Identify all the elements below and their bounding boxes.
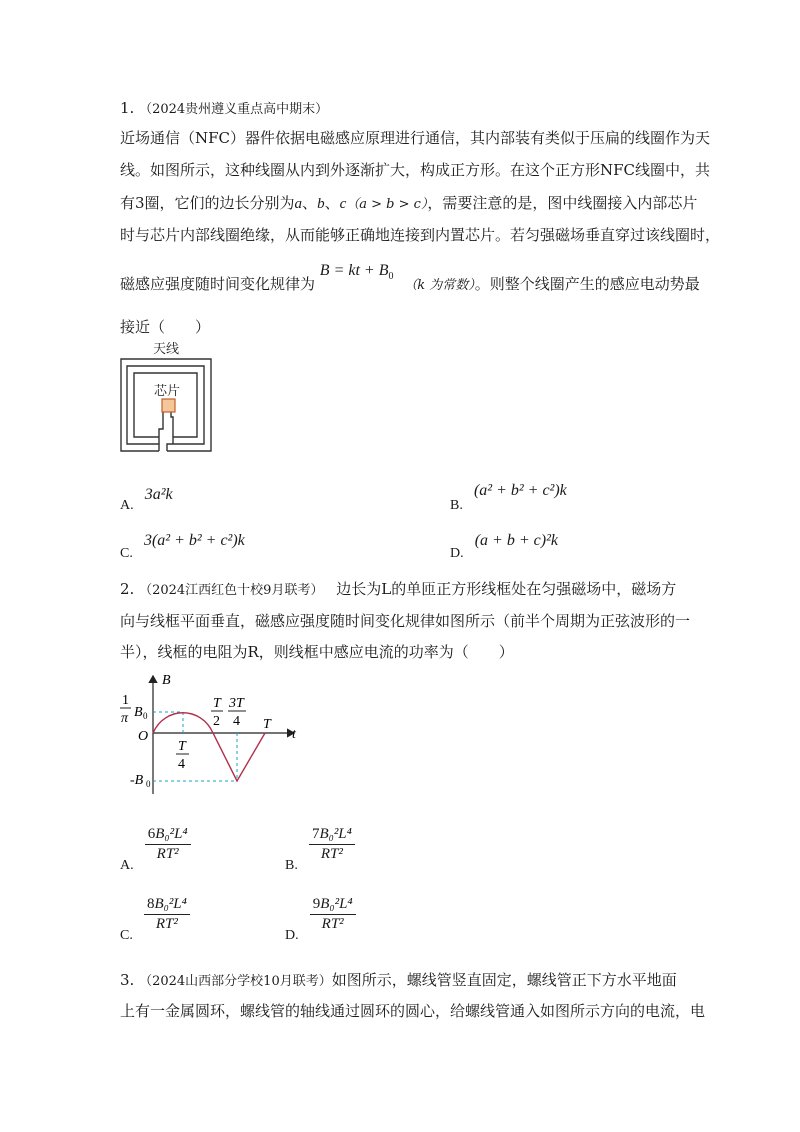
q2-option-b-letter: B.: [285, 858, 298, 873]
q1-formula: B = kt + $B_0$: [319, 262, 394, 283]
q2-option-d-letter: D.: [285, 928, 299, 943]
q1-header: [120, 98, 328, 120]
frac-one: 1: [122, 693, 129, 708]
t-half-den: 2: [213, 714, 220, 729]
t-34-num: 3T: [229, 696, 244, 711]
q2-number: 2.: [120, 580, 135, 598]
neg-b0-sub: 0: [146, 779, 151, 789]
q1-source: （2024贵州遵义重点高中期末）: [139, 102, 329, 117]
q2-option-a[interactable]: [120, 826, 191, 873]
q1-option-c-letter: C.: [120, 546, 133, 561]
coil-lead-2: [171, 411, 173, 437]
nfc-coil-figure: [119, 341, 215, 453]
q1-option-b-text: (a² + b² + c²)k: [473, 482, 567, 499]
q1-condition: （a > b > c）: [346, 197, 428, 212]
q1-var-b: b: [317, 196, 325, 212]
q2-option-c-fraction: $\frac{\text{8B₀²L⁴}}{\text{RT²}}$: [144, 896, 190, 933]
t-half-num: T: [213, 696, 221, 711]
q1-line6: 接近（ ）: [120, 318, 211, 336]
q2-line2: 向与线框平面垂直，磁感应强度随时间变化规律如图所示（前半个周期为正弦波形的一: [120, 612, 691, 630]
q1-line2: 线。如图所示，这种线圈从内到外逐渐扩大，构成正方形。在这个正方形NFC线圈中，共: [120, 161, 711, 179]
q2-option-b-fraction: $\frac{\text{7B₀²L⁴}}{\text{RT²}}$: [309, 826, 355, 863]
q2-option-d-fraction: $\frac{\text{9B₀²L⁴}}{\text{RT²}}$: [310, 896, 356, 933]
chip-label: 芯片: [154, 383, 181, 398]
x-axis-label: t: [292, 727, 296, 742]
b0-sub: 0: [143, 711, 148, 721]
q2-source: （2024江西红色十校9月联考）: [139, 583, 324, 598]
frac-pi: π: [121, 711, 129, 726]
q1-line4: 时与芯片内部线圈绝缘，从而能够正确地连接到内置芯片。若匀强磁场垂直穿过该线圈时，: [120, 226, 721, 244]
q1-option-d[interactable]: [450, 530, 558, 561]
coil-lead-1: [159, 411, 163, 437]
q1-var-c: c: [339, 196, 347, 212]
t-quarter-num: T: [178, 739, 186, 754]
q2-line1: [120, 579, 676, 601]
q3-number: 3.: [120, 971, 135, 989]
q3-line1: [120, 970, 677, 992]
q2-line1-text: 边长为L的单匝正方形线框处在匀强磁场中，磁场方: [336, 580, 677, 598]
q1-line5-text-a: 磁感应强度随时间变化规律为: [120, 275, 316, 293]
q1-option-d-letter: D.: [450, 546, 464, 561]
neg-b0-label: -B: [130, 773, 144, 788]
q1-line5-text-b: 。则整个线圈产生的感应电动势最: [474, 275, 700, 293]
q2-option-b[interactable]: [285, 826, 355, 873]
antenna-label: 天线: [153, 341, 180, 356]
y-axis-label: B: [162, 673, 171, 688]
b-curve: [153, 713, 265, 781]
q3-line1-text: 如图所示，螺线管竖直固定，螺线管正下方水平地面: [331, 971, 677, 989]
q1-option-a-letter: A.: [120, 498, 134, 513]
q1-line3-text-a: 有3圈，它们的边长分别为: [120, 194, 295, 212]
b-t-graph: [116, 670, 306, 798]
q2-option-c[interactable]: [120, 896, 190, 943]
q3-source: （2024山西部分学校10月联考）: [139, 974, 332, 989]
q2-option-d[interactable]: [285, 896, 356, 943]
q1-line3-text-b: ，需要注意的是，图中线圈接入内部芯片: [427, 194, 698, 212]
t-34-den: 4: [233, 714, 240, 729]
q1-option-c-text: 3(a² + b² + c²)k: [143, 532, 245, 549]
t-full-label: T: [263, 717, 271, 732]
q1-option-b[interactable]: [450, 480, 567, 513]
q1-option-d-text: (a + b + c)²k: [474, 532, 558, 549]
q2-line3: 半），线框的电阻为R，则线框中感应电流的功率为（ ）: [120, 643, 514, 661]
q2-option-a-fraction: $\frac{\text{6B₀²L⁴}}{\text{RT²}}$: [145, 826, 191, 863]
q2-option-a-letter: A.: [120, 858, 134, 873]
q1-sep2: 、: [324, 194, 340, 212]
q1-number: 1.: [120, 99, 135, 117]
q1-k-constant: （k 为常数）: [404, 278, 475, 293]
q1-line3: [120, 193, 697, 215]
b0-label: B: [134, 705, 143, 720]
q1-sep1: 、: [302, 194, 318, 212]
q2-option-c-letter: C.: [120, 928, 133, 943]
q1-var-a: a: [294, 196, 303, 212]
q1-option-a-text: 3a²k: [144, 486, 173, 503]
origin-label: O: [138, 729, 149, 744]
q1-line5: [120, 262, 700, 301]
q1-option-a[interactable]: [120, 484, 173, 513]
t-quarter-den: 4: [178, 757, 185, 772]
q1-option-b-letter: B.: [450, 498, 463, 513]
q1-line1: 近场通信（NFC）器件依据电磁感应原理进行通信，其内部装有类似于压扁的线圈作为天: [120, 129, 711, 147]
chip-square: [162, 399, 175, 412]
q3-line2: 上有一金属圆环，螺线管的轴线通过圆环的圆心，给螺线管通入如图所示方向的电流，电: [120, 1002, 706, 1020]
q1-option-c[interactable]: [120, 530, 245, 561]
